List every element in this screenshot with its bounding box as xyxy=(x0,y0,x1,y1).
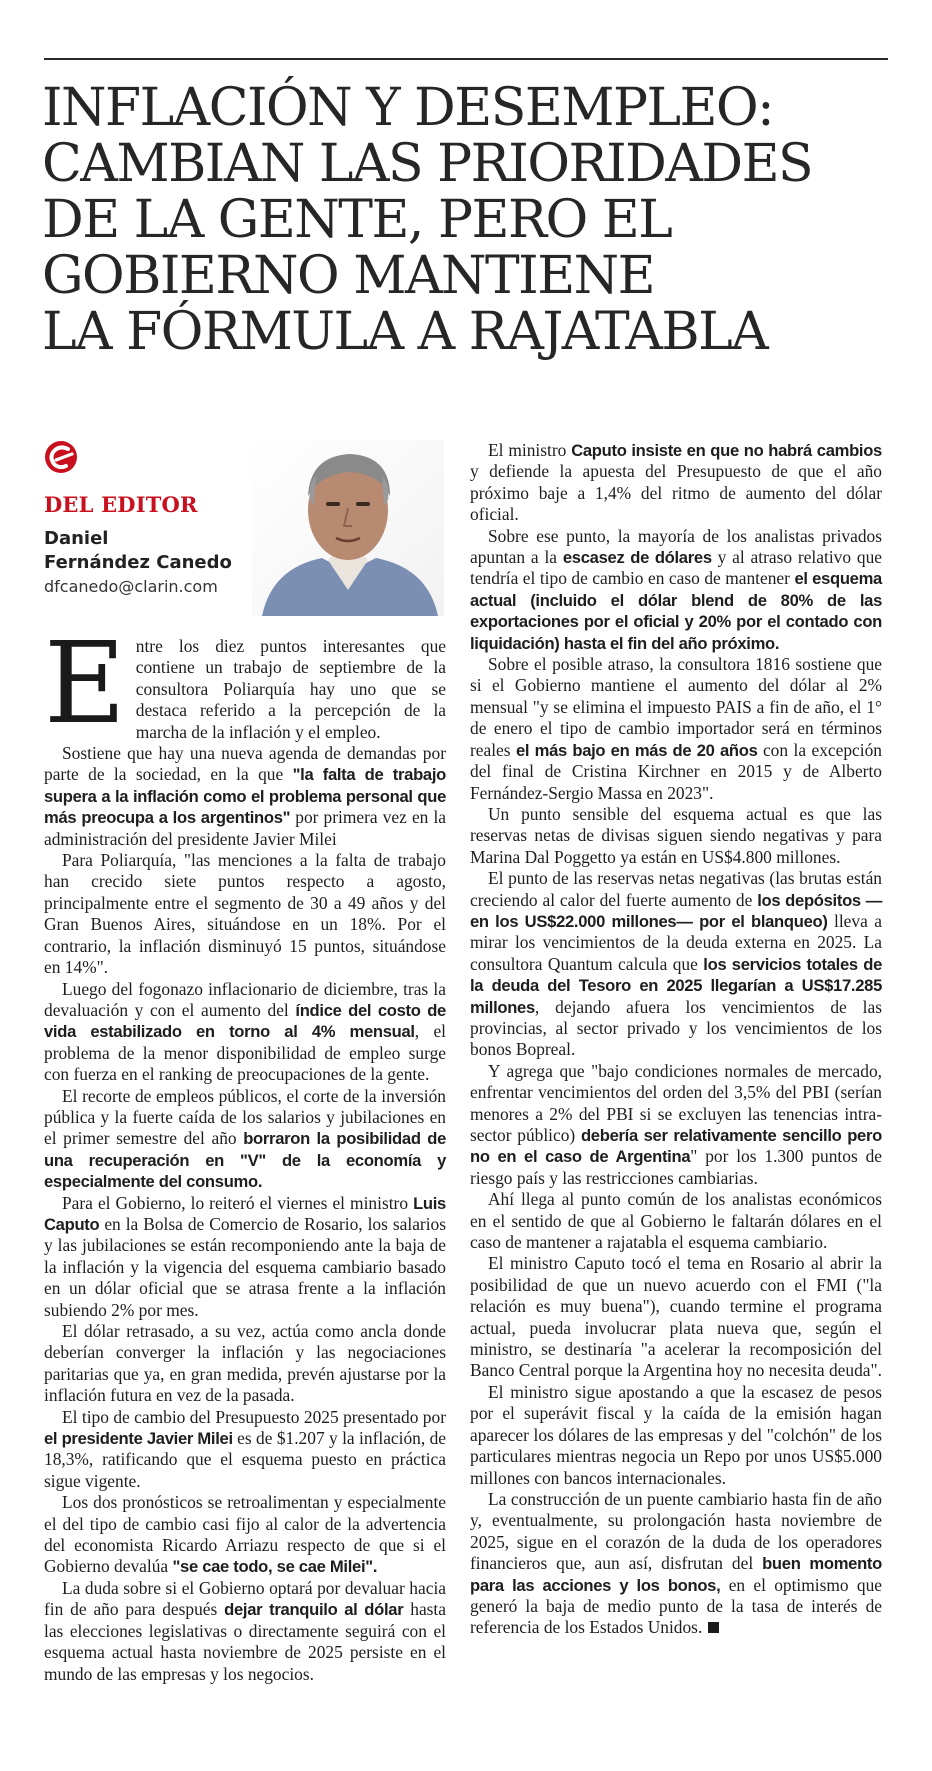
paragraph-text: El punto de las reservas netas negativas (las brutas están creciendo al calor del fuerte aumento de xyxy=(470,868,882,910)
paragraph-text: El ministro xyxy=(488,440,572,460)
headline-line: INFLACIÓN Y DESEMPLEO: xyxy=(42,78,774,138)
paragraph-text: Sobre ese punto, la mayoría de los analistas privados apuntan a la xyxy=(470,525,882,568)
paragraph xyxy=(44,1492,446,1578)
author-last-name: Fernández Canedo xyxy=(44,552,232,573)
paragraph xyxy=(470,526,882,654)
paragraph-text: Para el Gobierno, lo reiteró el viernes el ministro xyxy=(62,1192,414,1213)
dropcap: E xyxy=(44,619,126,749)
bold-quote: Caputo insiste en que no habrá cambios xyxy=(571,441,882,460)
bold-quote: borraron la posibilidad de una recuperación en "V" de la economía y especialmente del consumo. xyxy=(44,1129,446,1192)
headline-line: GOBIERNO MANTIENE xyxy=(42,246,655,306)
paragraph: El dólar retrasado, a su vez, actúa como ancla donde deberían converger la inflación y las negociaciones paritarias que ya, en gran medida, prevén ajustarse por la inflación futura en vez de la pasada. xyxy=(44,1321,446,1406)
paragraph xyxy=(44,1086,446,1193)
paragraph-text: Y agrega que "bajo condiciones normales de mercado, enfrentar vencimientos del orden del 3,5% del PBI (serían menores a 2% del PBI si se excluyen las tenencias intra-sector público) xyxy=(470,1060,882,1145)
paragraph-text: Sostiene que hay una nueva agenda de demandas por parte de la sociedad, en la que xyxy=(44,743,446,785)
author-photo xyxy=(252,440,444,616)
bold-quote: el esquema actual (incluido el dólar blend de 80% de las exportaciones por el oficial y 20% por el contado con liquidación) hasta el fin del año próximo. xyxy=(470,569,882,653)
top-rule xyxy=(44,58,888,60)
paragraph-text: El recorte de empleos públicos, el corte de la inversión pública y la fuerte caída de los salarios y jubilaciones en el primer semestre del año xyxy=(44,1085,446,1149)
paragraph-text: en la Bolsa de Comercio de Rosario, los salarios y las jubilaciones se están recomponiendo ante la baja de la inflación y la vigencia del esquema cambiario basado en un dólar oficial que se atrasa frente a la inflación subiendo 2% por mes. xyxy=(44,1213,446,1320)
paragraph-text: La construcción de un puente cambiario hasta fin de año y, eventualmente, su prolongación hasta noviembre de 2025, sigue en el corazón de la duda de los operadores financieros que, aun así, disfrutan del xyxy=(470,1488,882,1574)
paragraph xyxy=(470,868,882,1061)
paragraph: El ministro Caputo tocó el tema en Rosario al abrir la posibilidad de que un nuevo acuerdo con el FMI ("la relación es muy buena"), cuando termine el programa actual, pueda involucrar plata nueva que, según el ministro, se destinaría "a acelerar la recomposición del Banco Central porque la Argentina hoy no necesita deuda". xyxy=(470,1253,882,1381)
headline-line: LA FÓRMULA A RAJATABLA xyxy=(42,302,768,362)
paragraph-text: Sobre el posible atraso, la consultora 1816 sostiene que si el Gobierno mantiene el aumento del dólar al 2% mensual "y se elimina el impuesto PAIS a fin de año, el 1° de enero el tipo de cambio importador será en términos reales xyxy=(470,654,882,760)
bold-quote: Luis Caputo xyxy=(44,1193,446,1234)
paragraph xyxy=(44,1578,446,1685)
paragraph-text: es de $1.207 y la inflación, de 18,3%, ratificando que el esquema puesto en práctica sigue vigente. xyxy=(44,1428,446,1491)
column-right xyxy=(470,440,882,1639)
bold-quote: "la falta de trabajo supera a la inflación como el problema personal que más preocupa a los argentinos" xyxy=(44,765,446,828)
byline xyxy=(44,440,444,616)
paragraph-text: por primera vez en la administración del presidente Javier Milei xyxy=(44,807,446,849)
bold-quote: el presidente Javier Milei xyxy=(44,1429,233,1449)
headline xyxy=(42,80,902,360)
headline-line: DE LA GENTE, PERO EL xyxy=(42,190,672,250)
paragraph-text: , el problema de la menor disponibilidad de empleo surge con fuerza en el ranking de preocupaciones de la gente. xyxy=(44,1021,446,1085)
paragraph: El ministro sigue apostando a que la escasez de pesos por el superávit fiscal y la caída de la emisión hagan aparecer los dólares de las empresas y del "colchón" de los particulares mientras negocia un Repo por unos US$5.000 millones con bancos internacionales. xyxy=(470,1381,882,1488)
paragraph-text: Los dos pronósticos se retroalimentan y especialmente el del tipo de cambio casi fijo al calor de la advertencia del economista Ricardo Arriazu respecto de que si el Gobierno devalúa xyxy=(44,1492,446,1577)
bold-quote: escasez de dólares xyxy=(562,548,712,568)
bold-quote: los servicios totales de la deuda del Tesoro en 2025 llegarían a US$17.285 millones xyxy=(470,954,882,1017)
paragraph xyxy=(470,654,882,804)
column-left xyxy=(44,619,446,1685)
headline-line: CAMBIAN LAS PRIORIDADES xyxy=(42,134,813,194)
bold-quote: buen momento para las acciones y los bonos, xyxy=(470,1554,882,1595)
paragraph xyxy=(44,1193,446,1321)
paragraph: Un punto sensible del esquema actual es que las reservas netas de divisas siguen siendo negativas y para Marina Dal Poggetto ya están en US$4.800 millones. xyxy=(470,803,882,867)
paragraph-text: La duda sobre si el Gobierno optará por devaluar hacia fin de año para después xyxy=(44,1577,446,1620)
bold-quote: índice del costo de vida estabilizado en torno al 4% mensual xyxy=(44,1000,446,1042)
paragraph-text: Luego del fogonazo inflacionario de diciembre, tras la devaluación y con el aumento del xyxy=(44,978,446,1020)
paragraph-text: y al atraso relativo que tendría el tipo de cambio en caso de mantener xyxy=(470,547,882,589)
paragraph xyxy=(470,1061,882,1189)
end-mark-icon xyxy=(708,1622,719,1633)
paragraph: Ahí llega al punto común de los analistas económicos en el sentido de que al Gobierno le faltarán dólares en el caso de mantener a rajatabla el esquema cambiario. xyxy=(470,1189,882,1253)
paragraph-text: hasta las elecciones legislativas o directamente seguirá con el esquema actual hasta noviembre de 2025 persiste en el mundo de las empresas y los negocios. xyxy=(44,1599,446,1684)
section-label: DEL EDITOR xyxy=(44,492,198,517)
author-name xyxy=(44,527,274,575)
bold-quote: los depósitos —en los US$22.000 millones— por el blanqueo) xyxy=(470,890,882,931)
paragraph xyxy=(44,619,446,749)
paragraph-text: El tipo de cambio del Presupuesto 2025 presentado por xyxy=(62,1406,446,1427)
paragraph-text: , dejando afuera los vencimientos de las provincias, al sector privado y los vencimientos de los bonos Bopreal. xyxy=(470,996,882,1060)
bold-quote: "se cae todo, se cae Milei". xyxy=(172,1557,378,1577)
paragraph xyxy=(44,1407,446,1493)
paragraph-text: y defiende la apuesta del Presupuesto de que el año próximo baje a 1,4% del ritmo de aumento del dólar oficial. xyxy=(470,461,882,525)
paragraph-text: ntre los diez puntos interesantes que contiene un trabajo de septiembre de la consultora Poliarquía hay uno que se destaca referido a la percepción de la marcha de la inflación y el empleo. xyxy=(135,636,446,742)
clarin-logo-icon xyxy=(44,440,78,474)
paragraph: Para Poliarquía, "las menciones a la falta de trabajo han crecido siete puntos respecto a agosto, principalmente entre el segmento de 30 a 49 años y del Gran Buenos Aires, situándose en un 18%. Por el contrario, la inflación disminuyó 15 puntos, situándose en 14%". xyxy=(44,850,446,978)
paragraph-text: " por los 1.300 puntos de riesgo país y las restricciones cambiarias. xyxy=(470,1146,882,1188)
paragraph-text: en el optimismo que generó la baja de medio punto de la tasa de interés de referencia de los Estados Unidos. xyxy=(470,1574,882,1638)
bold-quote: el más bajo en más de 20 años xyxy=(516,740,758,760)
author-first-name: Daniel xyxy=(44,528,109,549)
paragraph xyxy=(44,979,446,1086)
paragraph-text: lleva a mirar los vencimientos de la deuda externa en 2025. La consultora Quantum calcula que xyxy=(470,910,882,974)
bold-quote: dejar tranquilo al dólar xyxy=(224,1600,404,1620)
paragraph-text: con la excepción del final de Cristina Kirchner en 2015 y de Alberto Fernández-Sergio Massa en 2023". xyxy=(470,739,882,803)
bold-quote: debería ser relativamente sencillo pero no en el caso de Argentina xyxy=(470,1126,882,1167)
paragraph xyxy=(44,743,446,850)
paragraph xyxy=(470,440,882,526)
paragraph xyxy=(470,1489,882,1639)
author-email: dfcanedo@clarin.com xyxy=(44,577,218,596)
